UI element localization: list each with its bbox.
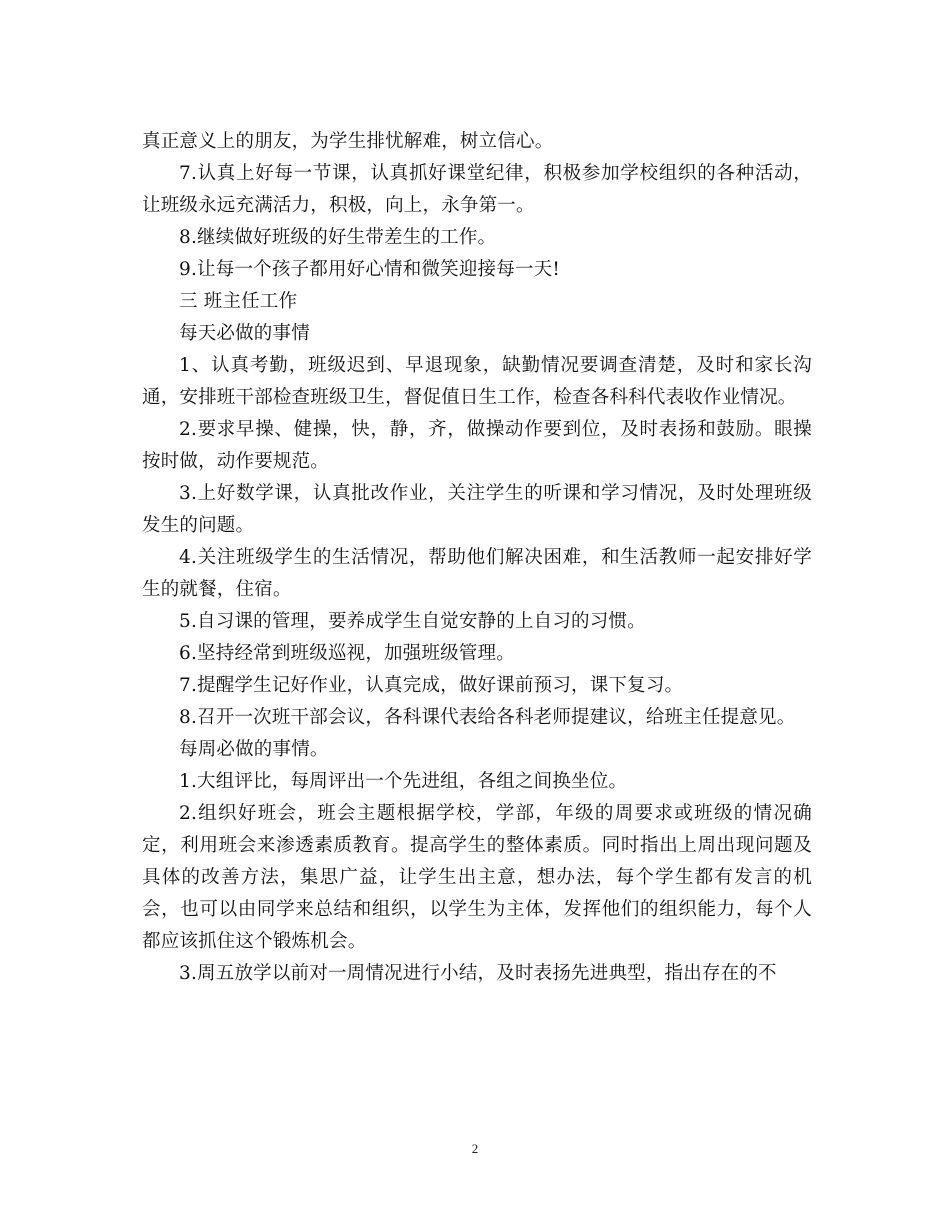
paragraph: 7.提醒学生记好作业，认真完成，做好课前预习，课下复习。	[179, 675, 684, 696]
paragraph: 9.让每一个孩子都用好心情和微笑迎接每一天!	[179, 259, 560, 280]
paragraph: 三 班主任工作	[179, 291, 298, 312]
paragraph: 6.坚持经常到班级巡视，加强班级管理。	[179, 643, 515, 664]
paragraph: 8.召开一次班干部会议，各科课代表给各科老师提建议，给班主任提意见。	[179, 707, 796, 728]
paragraph: 每天必做的事情	[179, 323, 310, 344]
document-body	[142, 126, 812, 990]
paragraph: 3.上好数学课，认真批改作业，关注学生的听课和学习情况，及时处理班级发生的问题。	[142, 483, 812, 536]
paragraph: 5.自习课的管理，要养成学生自觉安静的上自习的习惯。	[179, 611, 646, 632]
page-number: 2	[471, 1141, 479, 1156]
paragraph: 4.关注班级学生的生活情况，帮助他们解决困难，和生活教师一起安排好学生的就餐，住宿。	[142, 547, 812, 600]
paragraph: 3.周五放学以前对一周情况进行小结，及时表扬先进典型，指出存在的不	[179, 963, 777, 984]
paragraph: 1.大组评比，每周评出一个先进组，各组之间换坐位。	[179, 771, 628, 792]
paragraph: 每周必做的事情。	[179, 739, 329, 760]
paragraph: 2.组织好班会，班会主题根据学校，学部，年级的周要求或班级的情况确定，利用班会来渗透素质教育。提高学生的整体素质。同时指出上周出现问题及具体的改善方法，集思广益，让学生出主意，想办法，每个学生都有发言的机会，也可以由同学来总结和组织，以学生为主体，发挥他们的组织能力，每个人都应该抓住这个锻炼机会。	[142, 803, 812, 952]
paragraph: 1、认真考勤，班级迟到、早退现象，缺勤情况要调查清楚，及时和家长沟通，安排班干部检查班级卫生，督促值日生工作，检查各科科代表收作业情况。	[142, 355, 812, 408]
paragraph: 8.继续做好班级的好生带差生的工作。	[179, 227, 497, 248]
paragraph: 2.要求早操、健操，快，静，齐，做操动作要到位，及时表扬和鼓励。眼操按时做，动作要规范。	[142, 419, 812, 472]
paragraph: 真正意义上的朋友，为学生排忧解难，树立信心。	[142, 131, 554, 152]
paragraph: 7.认真上好每一节课，认真抓好课堂纪律，积极参加学校组织的各种活动，让班级永远充满活力，积极，向上，永争第一。	[142, 163, 812, 216]
